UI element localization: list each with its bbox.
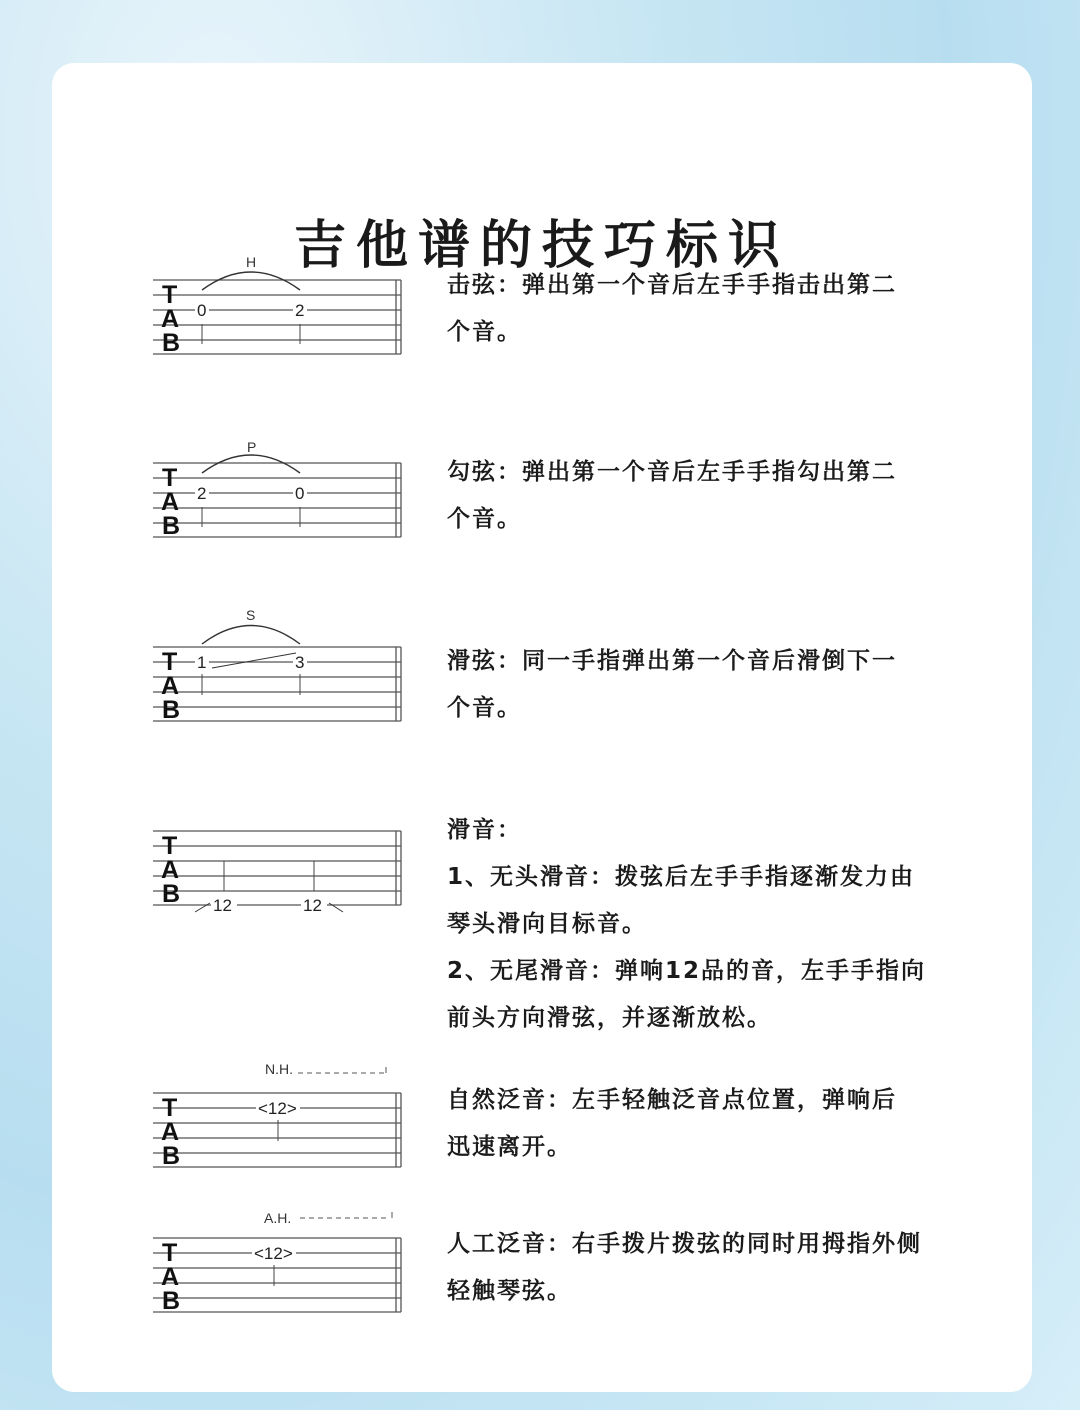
desc-line: 人工泛音：右手拨片拨弦的同时用拇指外侧 [447, 1231, 922, 1257]
desc-line: 勾弦：弹出第一个音后左手手指勾出第二 [447, 459, 897, 485]
desc-line: 前头方向滑弦，并逐渐放松。 [447, 1005, 772, 1031]
technique-mark: P [247, 439, 257, 455]
desc-line: 滑弦：同一手指弹出第一个音后滑倒下一 [447, 648, 897, 674]
slur-arc [202, 626, 300, 645]
tab-letter-a: A [161, 305, 180, 333]
tab-diagram-hammer-on [150, 240, 410, 380]
tab-letter-b: B [162, 880, 181, 908]
desc-line: 自然泛音：左手轻触泛音点位置，弹响后 [447, 1087, 897, 1113]
desc-line: 琴头滑向目标音。 [447, 911, 647, 937]
desc-line: 1、无头滑音：拨弦后左手手指逐渐发力由 [447, 864, 916, 890]
description-slide [447, 646, 987, 740]
tab-diagram-slide [150, 607, 410, 747]
tab-letter-b: B [162, 329, 181, 357]
tab-letter-a: A [161, 672, 180, 700]
tab-letter-b: B [162, 696, 181, 724]
technique-mark: A.H. [264, 1210, 292, 1226]
tab-letter-b: B [162, 1142, 181, 1170]
desc-line: 2、无尾滑音：弹响12品的音，左手手指向 [447, 958, 927, 984]
tab-letter-t: T [162, 464, 178, 492]
desc-line: 迅速离开。 [447, 1134, 572, 1160]
page-title: 吉他谱的技巧标识 [293, 216, 790, 276]
tab-diagram-artificial-harmonic [150, 1198, 410, 1338]
slide-in-line [195, 903, 210, 912]
tab-letter-b: B [162, 1287, 181, 1315]
tab-letter-a: A [161, 1263, 180, 1291]
desc-line: 滑音： [447, 817, 522, 843]
fret-number: 12 [303, 896, 322, 915]
technique-mark: S [246, 607, 256, 623]
description-hammer-on [447, 270, 987, 364]
description-artificial-harmonic [447, 1229, 987, 1323]
description-natural-harmonic [447, 1085, 987, 1179]
tab-letter-t: T [162, 281, 178, 309]
desc-line: 个音。 [447, 506, 522, 532]
fret-number: 3 [295, 653, 305, 672]
tab-letter-t: T [162, 1094, 178, 1122]
desc-line: 击弦：弹出第一个音后左手手指击出第二 [447, 272, 897, 298]
tab-letter-t: T [162, 832, 178, 860]
fret-number: 1 [197, 653, 207, 672]
slur-arc [202, 272, 300, 290]
fret-number: 0 [197, 301, 207, 320]
tab-letter-a: A [161, 488, 180, 516]
slide-out-line [329, 903, 343, 912]
tab-letter-a: A [161, 1118, 180, 1146]
fret-number: 12 [213, 896, 232, 915]
tab-letter-a: A [161, 856, 180, 884]
tab-diagram-natural-harmonic [150, 1053, 410, 1193]
harmonic-fret: <12> [258, 1099, 297, 1118]
tab-letter-b: B [162, 512, 181, 540]
harmonic-fret: <12> [254, 1244, 293, 1263]
technique-mark: N.H. [265, 1061, 293, 1077]
tab-letter-t: T [162, 1239, 178, 1267]
slide-line [212, 653, 296, 668]
fret-number: 0 [295, 484, 305, 503]
fret-number: 2 [197, 484, 207, 503]
description-pull-off [447, 457, 987, 551]
slur-arc [202, 455, 300, 473]
tab-letter-t: T [162, 648, 178, 676]
description-glissando [447, 815, 987, 1050]
tab-diagram-glissando [150, 791, 410, 931]
technique-mark: H [246, 254, 257, 270]
desc-line: 轻触琴弦。 [447, 1278, 572, 1304]
desc-line: 个音。 [447, 319, 522, 345]
fret-number: 2 [295, 301, 305, 320]
desc-line: 个音。 [447, 695, 522, 721]
tab-diagram-pull-off [150, 423, 410, 563]
